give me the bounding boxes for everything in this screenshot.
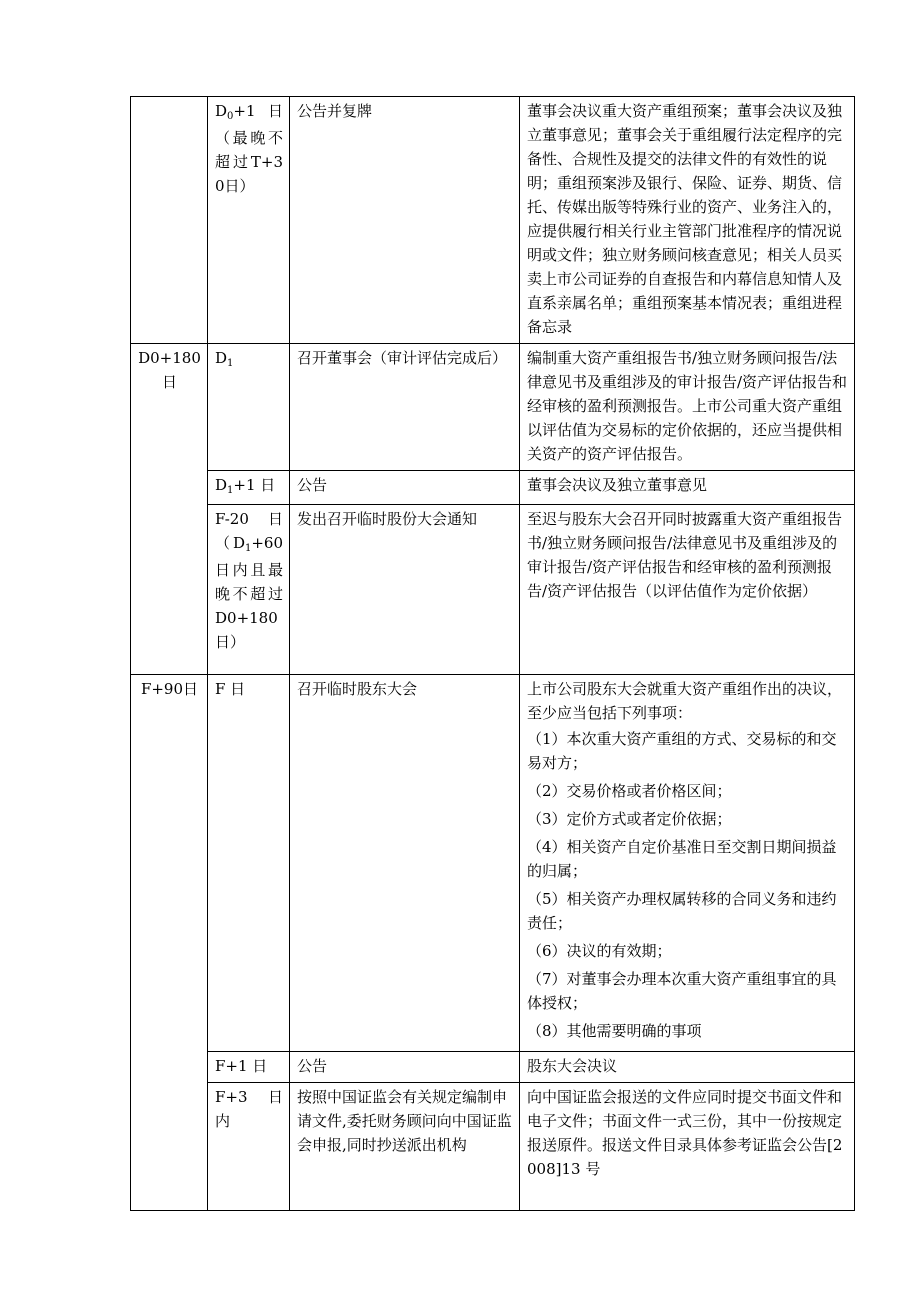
date-cell: F-20 日（$D_1+60$日内且最晚不超过D0+180日） <box>208 505 290 675</box>
requirement-item: （7）对董事会办理本次重大资产重组事宜的具体授权； <box>527 970 837 1012</box>
table-row <box>131 344 855 471</box>
event-cell: 召开董事会（审计评估完成后） <box>290 344 520 471</box>
requirement-cell: 董事会决议及独立董事意见 <box>520 471 855 505</box>
event-cell: 召开临时股东大会 <box>290 675 520 1052</box>
date-cell: F 日 <box>208 675 290 1052</box>
stage-cell: D0+180日 <box>131 344 208 675</box>
event-cell: 按照中国证监会有关规定编制申请文件,委托财务顾问向中国证监会申报,同时抄送派出机构 <box>290 1083 520 1211</box>
stage-cell-empty <box>131 97 208 344</box>
requirement-cell: 编制重大资产重组报告书/独立财务顾问报告/法律意见书及重组涉及的审计报告/资产评估报告和经审核的盈利预测报告。上市公司重大资产重组以评估值为交易标的定价依据的，还应当提供相关资产的资产评估报告。 <box>520 344 855 471</box>
event-cell: 公告 <box>290 471 520 505</box>
table-row <box>131 97 855 344</box>
requirement-cell <box>520 675 855 1052</box>
table-row <box>131 471 855 505</box>
requirement-item: （6）决议的有效期； <box>527 942 672 960</box>
requirement-item: （5）相关资产办理权属转移的合同义务和违约责任； <box>527 890 837 932</box>
date-cell: $D_1+1$ 日 <box>208 471 290 505</box>
table-row <box>131 1083 855 1211</box>
stage-cell: F+90日 <box>131 675 208 1211</box>
requirement-cell: 至迟与股东大会召开同时披露重大资产重组报告书/独立财务顾问报告/法律意见书及重组涉及的审计报告/资产评估报告和经审核的盈利预测报告/资产评估报告（以评估值作为定价依据） <box>520 505 855 675</box>
requirement-cell: 董事会决议重大资产重组预案；董事会决议及独立董事意见；董事会关于重组履行法定程序的完备性、合规性及提交的法律文件的有效性的说明；重组预案涉及银行、保险、证券、期货、信托、传媒出版等特殊行业的资产、业务注入的，应提供履行相关行业主管部门批准程序的情况说明或文件；独立财务顾问核查意见；相关人员买卖上市公司证券的自查报告和内幕信息知情人及直系亲属名单；重组预案基本情况表；重组进程备忘录 <box>520 97 855 344</box>
table-row <box>131 675 855 1052</box>
table-row <box>131 505 855 675</box>
requirement-item: （8）其他需要明确的事项 <box>527 1022 702 1040</box>
requirement-cell: 向中国证监会报送的文件应同时提交书面文件和电子文件；书面文件一式三份，其中一份按规定报送原件。报送文件目录具体参考证监会公告[2008]13 号 <box>520 1083 855 1211</box>
table-row <box>131 1052 855 1083</box>
requirement-item: （4）相关资产自定价基准日至交割日期间损益的归属； <box>527 838 837 880</box>
event-cell: 发出召开临时股份大会通知 <box>290 505 520 675</box>
event-cell: 公告 <box>290 1052 520 1083</box>
date-cell: $D_1$ <box>208 344 290 471</box>
requirement-item: （2）交易价格或者价格区间； <box>527 782 732 800</box>
requirement-intro: 上市公司股东大会就重大资产重组作出的决议，至少应当包括下列事项： <box>527 680 843 722</box>
event-cell: 公告并复牌 <box>290 97 520 344</box>
requirement-cell: 股东大会决议 <box>520 1052 855 1083</box>
date-cell: F+1 日 <box>208 1052 290 1083</box>
date-cell: $D_0+1$ 日（最晚不超过T+30日） <box>208 97 290 344</box>
requirement-item: （3）定价方式或者定价依据； <box>527 810 732 828</box>
date-cell: F+3 日内 <box>208 1083 290 1211</box>
requirement-item: （1）本次重大资产重组的方式、交易标的和交易对方； <box>527 730 837 772</box>
procedure-table <box>130 96 855 1211</box>
